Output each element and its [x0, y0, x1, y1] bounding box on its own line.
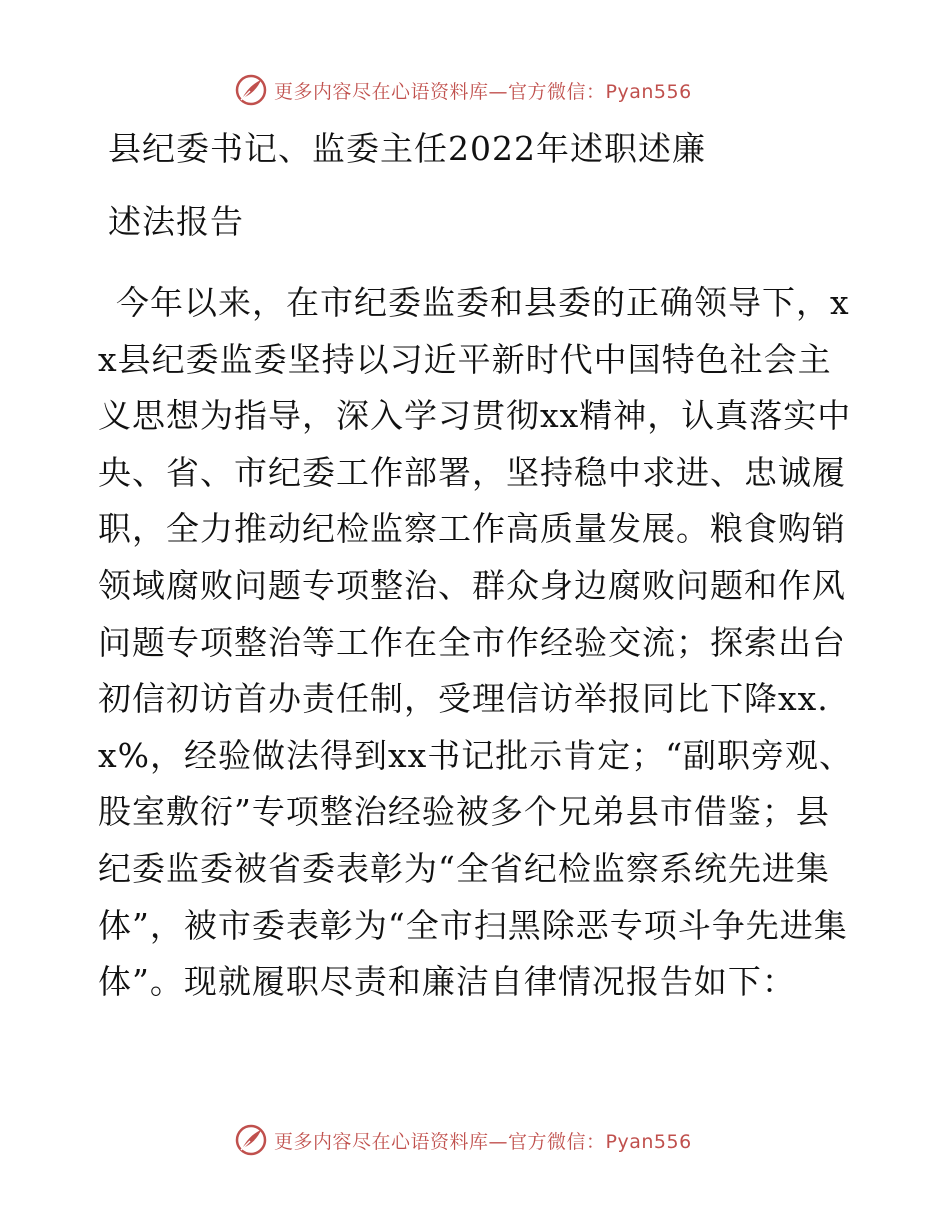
watermark-text: 更多内容尽在心语资料库—官方微信：Pyan556 [274, 80, 692, 103]
body-paragraph: 今年以来，在市纪委监委和县委的正确领导下，xx县纪委监委坚持以习近平新时代中国特色社会主义思想为指导，深入学习贯彻xx精神，认真落实中央、省、市纪委工作部署，坚持稳中求进、忠诚履职，全力推动纪检监察工作高质量发展。粮食购销领域腐败问题专项整治、群众身边腐败问题和作风问题专项整治等工作在全市作经验交流；探索出台初信初访首办责任制，受理信访举报同比下降xx.x%，经验做法得到xx书记批示肯定；“副职旁观、股室敷衍”专项整治经验被多个兄弟县市借鉴；县纪委监委被省委表彰为“全省纪检监察系统先进集体”，被市委表彰为“全市扫黑除恶专项斗争先进集体”。现就履职尽责和廉洁自律情况报告如下： [98, 283, 854, 1002]
document-title-line-1: 县纪委书记、监委主任2022年述职述廉 [108, 129, 706, 168]
feather-pen-logo-icon [234, 1123, 268, 1157]
header-watermark [234, 72, 692, 108]
document-title-line-2: 述法报告 [108, 202, 244, 241]
feather-pen-logo-icon [234, 73, 268, 107]
footer-watermark [234, 1122, 692, 1158]
watermark-text: 更多内容尽在心语资料库—官方微信：Pyan556 [274, 1130, 692, 1153]
